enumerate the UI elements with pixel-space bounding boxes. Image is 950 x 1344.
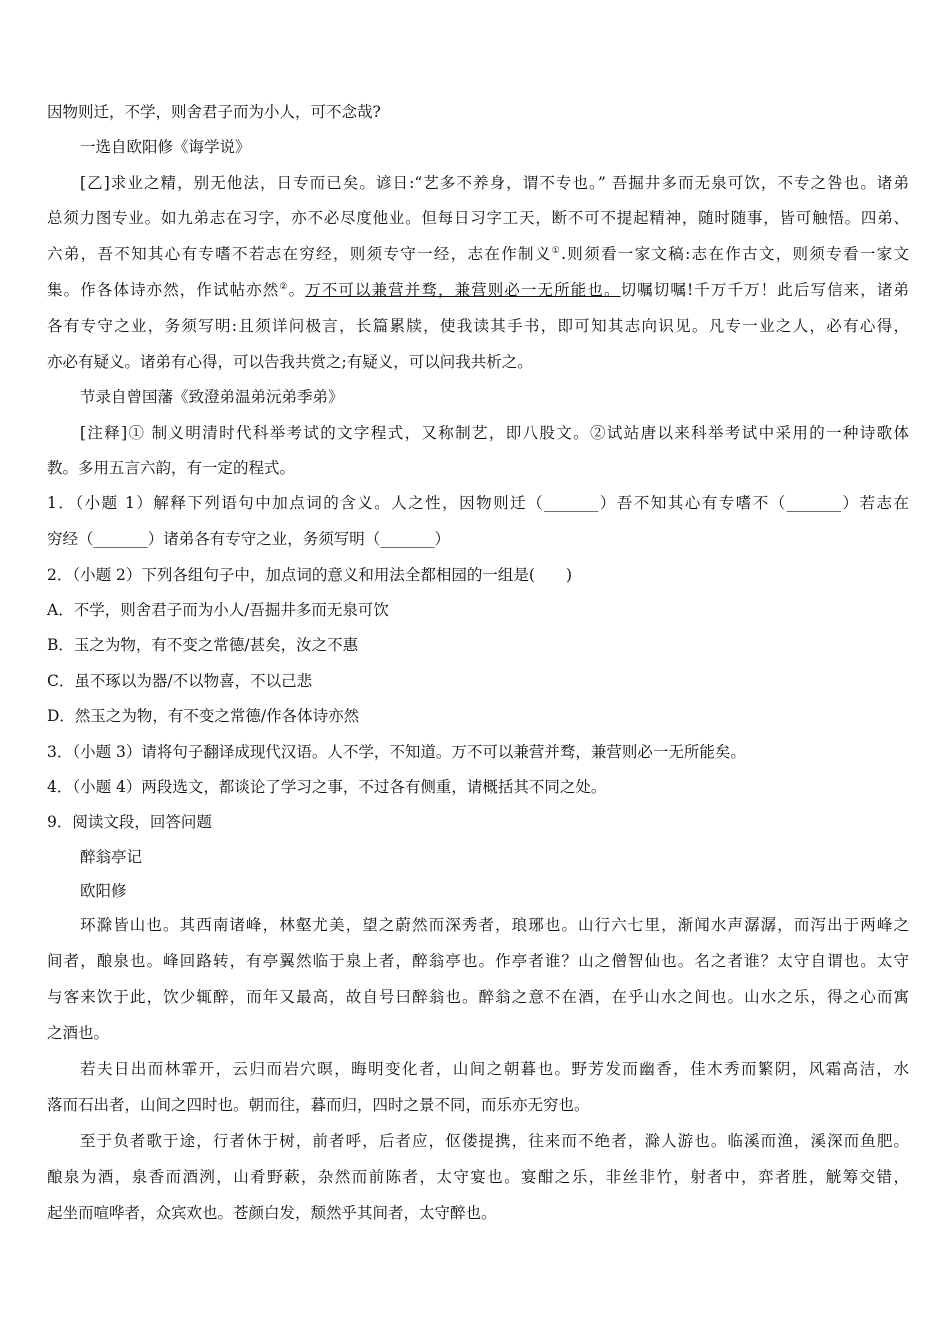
option-c: C．虽不琢以为器/不以物喜，不以己悲 <box>47 672 313 690</box>
question-2: 2．（小题 2）下列各组句子中，加点词的意义和用法全都相园的一组是( ) <box>47 566 572 584</box>
footnote-marker: ① <box>551 245 562 256</box>
text-line: 总须力图专业。如九弟志在习字，亦不必尽度他业。但每日习字工天，断不可不提起精神，随时随事，皆可触悟。四弟、 <box>47 209 909 227</box>
question-1: 1．（小题 1）解释下列语句中加点词的含义。人之性，因物则迁（_______）吾不知其心有专嗜不（_______）若志在 <box>47 494 909 512</box>
text-line: 若夫日出而林霏开，云归而岩穴暝，晦明变化者，山间之朝暮也。野芳发而幽香，佳木秀而繁阴，风霜高洁，水 <box>80 1060 909 1078</box>
text-segment: 。 <box>288 281 306 299</box>
text-line: 因物则迁，不学，则舍君子而为小人，可不念哉? <box>47 103 381 121</box>
option-d: D．然玉之为物，有不变之常德/作各体诗亦然 <box>47 707 360 725</box>
text-line: 酿泉为酒，泉香而酒洌，山肴野蔌，杂然而前陈者，太守宴也。宴酣之乐，非丝非竹，射者中，弈者胜，觥筹交错， <box>47 1168 909 1186</box>
text-line: 亦必有疑义。诸弟有心得，可以告我共赏之;有疑义，可以问我共析之。 <box>47 353 533 371</box>
text-line <box>47 243 909 265</box>
question-3: 3．（小题 3）请将句子翻译成现代汉语。人不学，不知道。万不可以兼营并骛，兼营则必一无所能矣。 <box>47 743 746 761</box>
text-line: 各有专守之业，务须写明:且须详问极言，长篇累牍，使我读其手书，即可知其志向识见。凡专一业之人，必有心得， <box>47 317 909 335</box>
annotation-line: 教。多用五言六韵，有一定的程式。 <box>47 459 296 477</box>
question-9: 9．阅读文段，回答问题 <box>47 813 212 831</box>
text-line: 间者，酿泉也。峰回路转，有亭翼然临于泉上者，醉翁亭也。作亭者谁？山之僧智仙也。名之者谁？太守自谓也。太守 <box>47 952 909 970</box>
text-line <box>47 279 909 301</box>
text-segment: 集。作各体诗亦然，作试帖亦然 <box>47 281 280 299</box>
text-line: 起坐而喧哗者，众宾欢也。苍颜白发，颓然乎其间者，太守醉也。 <box>47 1204 497 1222</box>
text-line: 落而石出者，山间之四时也。朝而往，暮而归，四时之景不同，而乐亦无穷也。 <box>47 1096 590 1114</box>
option-a: A．不学，则舍君子而为小人/吾掘井多而无泉可饮 <box>47 601 389 619</box>
question-4: 4．（小题 4）两段选文，都谈论了学习之事，不过各有侧重，请概括其不同之处。 <box>47 778 607 796</box>
underlined-sentence: 万不可以兼营并骛，兼营则必一无所能也。 <box>305 281 621 299</box>
question-1-cont: 穷经（_______）诸弟各有专守之业，务须写明（_______） <box>47 530 451 548</box>
text-line: 之酒也。 <box>47 1024 110 1042</box>
text-line: 与客来饮于此，饮少辄醉，而年又最高，故自号曰醉翁也。醉翁之意不在酒，在乎山水之间也。山水之乐，得之心而寓 <box>47 988 909 1006</box>
option-b: B．玉之为物，有不变之常德/甚矣，汝之不惠 <box>47 636 359 654</box>
text-segment: 切嘱切嘱!千万千万！此后写信来，诸弟 <box>620 281 909 299</box>
text-segment: .则须看一家文稿:志在作古文，则须专看一家文 <box>561 245 909 263</box>
text-line: 环滁皆山也。其西南诸峰，林壑尤美，望之蔚然而深秀者，琅琊也。山行六七里，渐闻水声潺潺，而泻出于两峰之 <box>80 916 909 934</box>
essay-author: 欧阳修 <box>80 882 127 900</box>
footnote-marker: ② <box>279 281 289 292</box>
text-segment: 六弟，吾不知其心有专嗜不若志在穷经，则须专守一经，志在作制义 <box>47 245 552 263</box>
source-citation: 一选自欧阳修《诲学说》 <box>80 138 251 156</box>
source-citation: 节录自曾国藩《致澄弟温弟沅弟季弟》 <box>80 388 344 406</box>
text-line: [乙]求业之精，别无他法，日专而已矣。谚日:“艺多不养身，谓不专也。” 吾掘井多而无泉可饮，不专之咎也。诸弟 <box>80 174 909 192</box>
essay-title: 醉翁亭记 <box>80 848 143 866</box>
annotation-line: [注释]① 制义明清时代科举考试的文字程式，又称制艺，即八股文。②试站唐以来科举考试中采用的一种诗歌体 <box>80 424 909 442</box>
text-line: 至于负者歌于途，行者休于树，前者呼，后者应，伛偻提携，往来而不绝者，滁人游也。临溪而渔，溪深而鱼肥。 <box>80 1132 909 1150</box>
